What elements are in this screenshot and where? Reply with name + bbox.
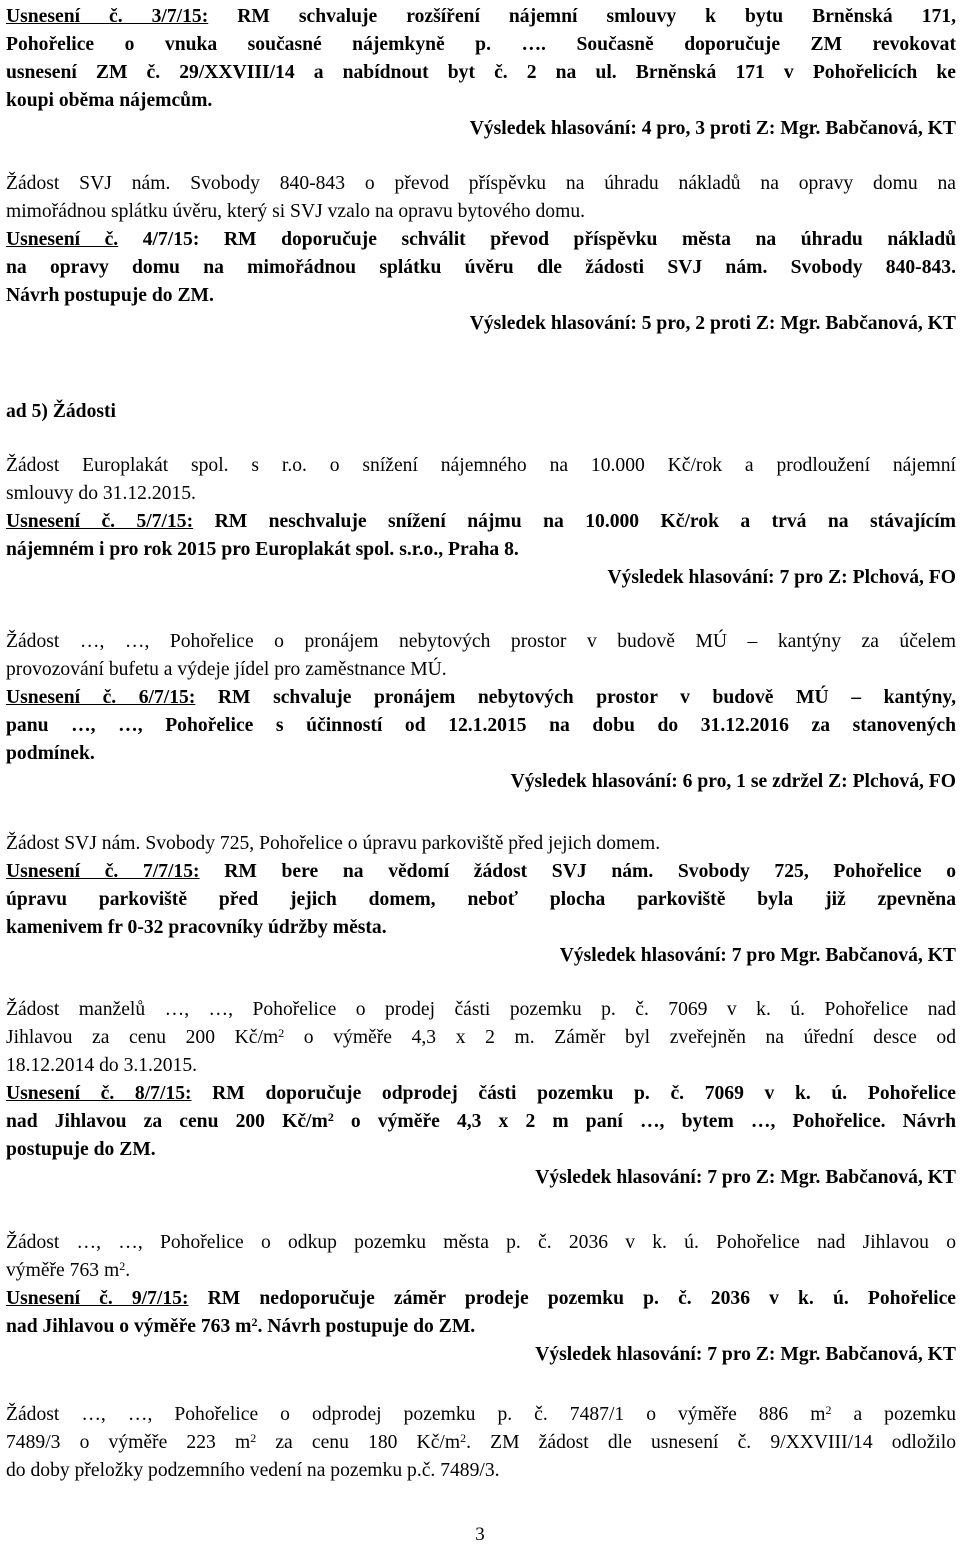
request-line-1: Žádost …, …, Pohořelice o odprodej pozemku p. č. 7487/1 o výměře 886 $m^2$ a pozemku xyxy=(6,1403,956,1425)
request-line-2: smlouvy do 31.12.2015. xyxy=(6,483,196,504)
resolution-3-line-1: Usnesení č. 3/7/15: RM schvaluje rozšíření nájemní smlouvy k bytu Brněnská 171, xyxy=(6,6,956,27)
request-line-1: Žádost SVJ nám. Svobody 725, Pohořelice o úpravu parkoviště před jejich domem. xyxy=(6,833,661,854)
resolution-7-line-1: Usnesení č. 7/7/15: RM bere na vědomí žádost SVJ nám. Svobody 725, Pohořelice o xyxy=(6,861,956,882)
request-line-3: 18.12.2014 do 3.1.2015. xyxy=(6,1055,198,1076)
resolution-6-line-2: panu …, …, Pohořelice s účinností od 12.1.2015 na dobu do 31.12.2016 za stanovených xyxy=(6,715,956,736)
request-line-1: Žádost …, …, Pohořelice o pronájem nebytových prostor v budově MÚ – kantýny za účelem xyxy=(6,631,956,652)
vote-result-9: Výsledek hlasování: 7 pro Z: Mgr. Babčanová, KT xyxy=(535,1344,956,1365)
request-line-1: Žádost …, …, Pohořelice o odkup pozemku města p. č. 2036 v k. ú. Pohořelice nad Jihlavou o xyxy=(6,1232,956,1253)
page-number: 3 xyxy=(475,1524,485,1545)
request-line-3: do doby přeložky podzemního vedení na pozemku p.č. 7489/3. xyxy=(6,1460,500,1481)
resolution-6-line-1: Usnesení č. 6/7/15: RM schvaluje pronájem nebytových prostor v budově MÚ – kantýny, xyxy=(6,687,956,708)
resolution-3-line-3: usnesení ZM č. 29/XXVIII/14 a nabídnout byt č. 2 na ul. Brněnská 171 v Pohořelicích ke xyxy=(6,62,956,83)
resolution-5-line-2: nájemném i pro rok 2015 pro Europlakát spol. s.r.o., Praha 8. xyxy=(6,539,519,560)
vote-result-3: Výsledek hlasování: 4 pro, 3 proti Z: Mgr. Babčanová, KT xyxy=(469,118,956,139)
resolution-9-line-1: Usnesení č. 9/7/15: RM nedoporučuje záměr prodeje pozemku p. č. 2036 v k. ú. Pohořelice xyxy=(6,1288,957,1309)
request-line-2: provozování bufetu a výdeje jídel pro zaměstnance MÚ. xyxy=(6,659,447,680)
request-svj-840-block xyxy=(6,170,956,338)
request-line-2: mimořádnou splátku úvěru, který si SVJ vzalo na opravu bytového domu. xyxy=(6,201,586,222)
request-line-2: výměře 763 $m^2$. xyxy=(6,1259,131,1281)
resolution-3-block xyxy=(6,3,956,143)
vote-result-7: Výsledek hlasování: 7 pro Mgr. Babčanová, KT xyxy=(559,945,956,966)
request-manzelu-block xyxy=(6,996,956,1192)
vote-result-8: Výsledek hlasování: 7 pro Z: Mgr. Babčanová, KT xyxy=(535,1167,956,1188)
resolution-8-line-3: postupuje do ZM. xyxy=(6,1139,156,1160)
section-heading: ad 5) Žádosti xyxy=(6,401,116,422)
resolution-8-line-2: nad Jihlavou za cenu 200 $Kč/m^2$ o výměře 4,3 x 2 m paní …, bytem …, Pohořelice. Návrh xyxy=(6,1110,956,1132)
request-odprodej-block xyxy=(6,1401,956,1485)
request-line-1: Žádost Europlakát spol. s r.o. o snížení nájemného na 10.000 Kč/rok a prodloužení nájemní xyxy=(6,455,956,476)
request-odkup-block xyxy=(6,1229,956,1369)
vote-result-5: Výsledek hlasování: 7 pro Z: Plchová, FO xyxy=(607,567,956,588)
request-svj-725-block xyxy=(6,830,956,970)
request-kantyna-block xyxy=(6,628,956,796)
resolution-9-line-2: nad Jihlavou o výměře 763 $m^2$. Návrh postupuje do ZM. xyxy=(6,1315,476,1337)
resolution-7-line-3: kamenivem fr 0-32 pracovníky údržby města. xyxy=(6,917,387,938)
request-line-2: 7489/3 o výměře 223 $m^2$ za cenu 180 $Kč/m^2$. ZM žádost dle usnesení č. 9/XXVIII/14 odložilo xyxy=(6,1431,956,1453)
request-line-2: Jihlavou za cenu 200 $Kč/m^2$ o výměře 4,3 x 2 m. Záměr byl zveřejněn na úřední desce od xyxy=(6,1026,956,1048)
resolution-6-line-3: podmínek. xyxy=(6,743,95,764)
resolution-7-line-2: úpravu parkoviště před jejich domem, neboť plocha parkoviště byla již zpevněna xyxy=(6,889,956,910)
request-line-1: Žádost manželů …, …, Pohořelice o prodej části pozemku p. č. 7069 v k. ú. Pohořelice nad xyxy=(6,999,956,1020)
resolution-3-line-4: koupi oběma nájemcům. xyxy=(6,90,213,111)
resolution-4-line-2: na opravy domu na mimořádnou splátku úvěru dle žádosti SVJ nám. Svobody 840-843. xyxy=(6,257,956,278)
request-line-1: Žádost SVJ nám. Svobody 840-843 o převod příspěvku na úhradu nákladů na opravy domu na xyxy=(6,173,956,194)
resolution-3-line-2: Pohořelice o vnuka současné nájemkyně p. …. Současně doporučuje ZM revokovat xyxy=(6,34,956,55)
resolution-5-line-1: Usnesení č. 5/7/15: RM neschvaluje snížení nájmu na 10.000 Kč/rok a trvá na stávajícím xyxy=(6,511,957,532)
resolution-8-line-1: Usnesení č. 8/7/15: RM doporučuje odprodej části pozemku p. č. 7069 v k. ú. Pohořelice xyxy=(6,1083,956,1104)
resolution-4-line-1: Usnesení č. 4/7/15: RM doporučuje schválit převod příspěvku města na úhradu nákladů xyxy=(6,229,956,250)
vote-result-6: Výsledek hlasování: 6 pro, 1 se zdržel Z: Plchová, FO xyxy=(510,771,956,792)
vote-result-4: Výsledek hlasování: 5 pro, 2 proti Z: Mgr. Babčanová, KT xyxy=(469,313,956,334)
resolution-4-line-3: Návrh postupuje do ZM. xyxy=(6,285,214,306)
request-europlakat-block xyxy=(6,452,956,592)
